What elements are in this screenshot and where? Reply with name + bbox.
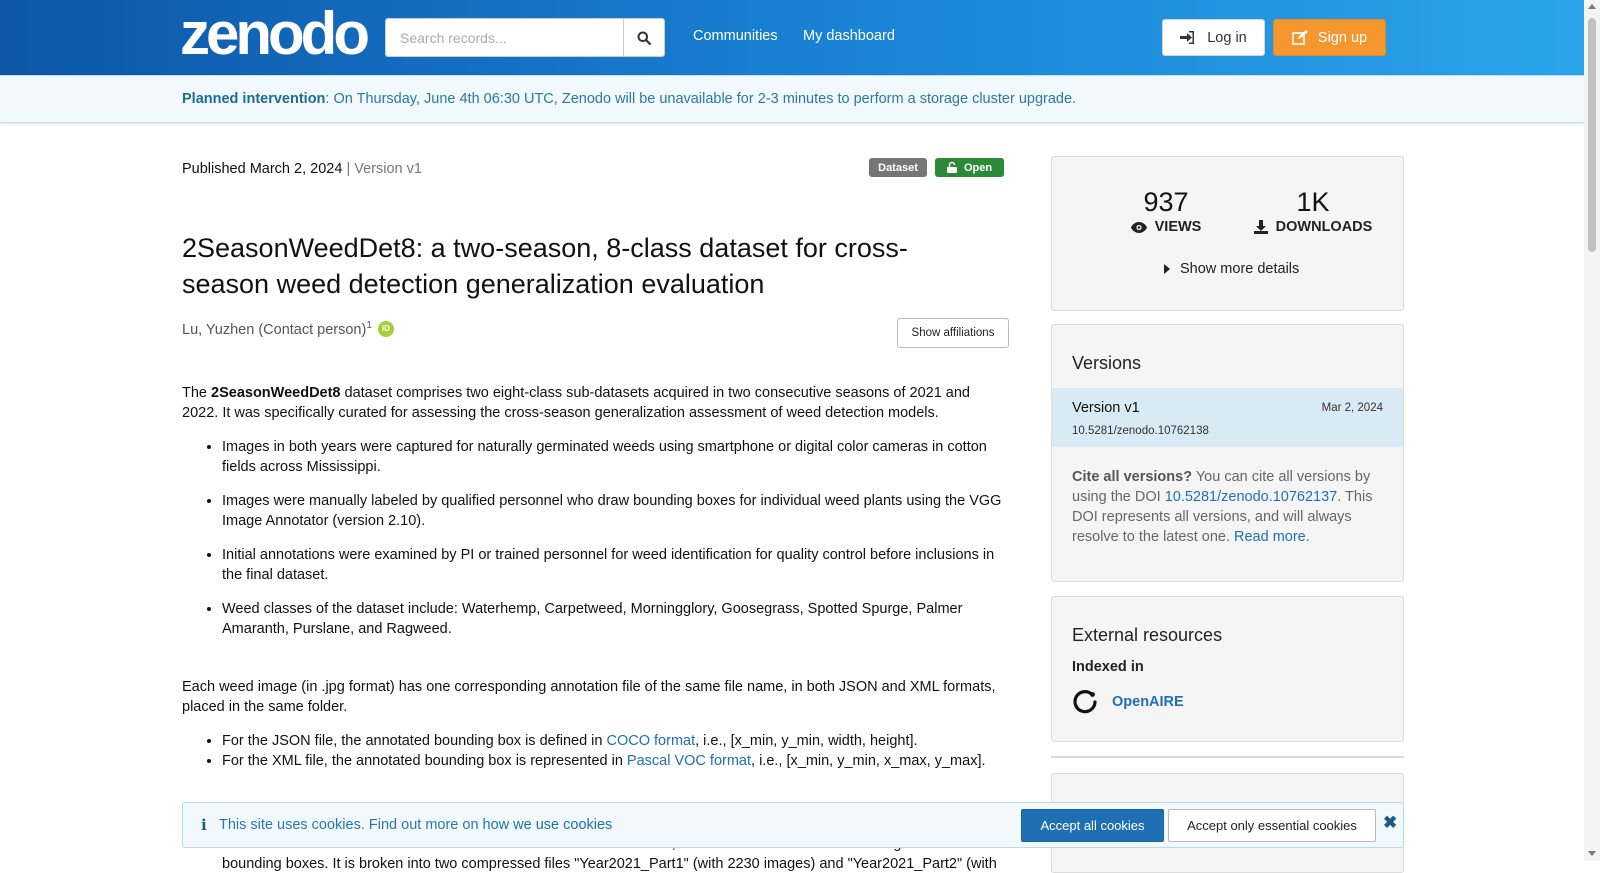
access-label: Open — [963, 161, 993, 174]
unlock-icon — [947, 162, 957, 173]
published-date: Published March 2, 2024 — [182, 161, 343, 177]
scroll-up-arrow-icon[interactable] — [1588, 4, 1596, 9]
views-label: VIEWS — [1116, 219, 1216, 235]
close-icon[interactable]: ✖ — [1383, 813, 1398, 832]
top-header — [0, 0, 1584, 75]
read-more-link[interactable]: Read more. — [1234, 529, 1310, 545]
stats-card — [1051, 156, 1404, 311]
list-item: • Images were manually labeled by qualified personnel who draw bounding boxes for individual weed plants using the VGG Image Annotator (version 2.10). — [222, 491, 1002, 531]
orcid-icon[interactable]: iD — [378, 321, 394, 337]
nav-dashboard-link[interactable]: My dashboard — [803, 28, 895, 44]
edit-icon — [1292, 30, 1308, 45]
show-affiliations-button[interactable]: Show affiliations — [897, 318, 1009, 348]
version-label: | Version v1 — [346, 161, 422, 177]
coco-format-link[interactable]: COCO format — [606, 733, 696, 749]
external-resources-title: External resources — [1072, 625, 1223, 645]
access-badge — [935, 158, 1004, 177]
eye-icon — [1131, 222, 1147, 233]
openaire-link[interactable] — [1072, 689, 1184, 715]
version-date: Mar 2, 2024 — [1321, 402, 1383, 414]
description-intro: The 2SeasonWeedDet8 dataset comprises two eight-class sub-datasets acquired in two consecutive seasons of 2021 and 2022. It was specifically curated for assessing the cross-season generalization assessment of weed detection models. — [182, 385, 970, 421]
year-2021-item-cont: bounding boxes. It is broken into two compressed files "Year2021_Part1" (with 2230 images) and "Year2021_Part2" (with — [222, 856, 997, 872]
versions-title: Versions — [1072, 353, 1142, 373]
download-icon — [1254, 220, 1268, 234]
indexed-in-label: Indexed in — [1072, 659, 1144, 675]
cookie-banner — [182, 802, 1404, 848]
login-button[interactable] — [1162, 19, 1265, 56]
login-label: Log in — [1207, 29, 1247, 46]
banner-message — [182, 91, 1076, 107]
record-description — [182, 383, 1002, 791]
downloads-count: 1K — [1296, 187, 1330, 217]
downloads-stat — [1248, 187, 1378, 235]
affiliation-number: 1 — [366, 320, 372, 331]
search-button[interactable] — [623, 18, 665, 57]
pascal-voc-link[interactable]: Pascal VOC format — [626, 753, 752, 769]
signup-button[interactable] — [1273, 19, 1386, 56]
show-more-details-toggle[interactable] — [1164, 261, 1299, 277]
views-count: 937 — [1143, 187, 1189, 217]
views-stat — [1116, 187, 1216, 235]
cookie-policy-link[interactable]: how we use cookies — [482, 817, 613, 833]
accept-all-cookies-button[interactable]: Accept all cookies — [1021, 809, 1164, 842]
maintenance-banner — [0, 75, 1584, 123]
concept-doi-link[interactable]: 10.5281/zenodo.10762137 — [1164, 489, 1338, 505]
creator — [182, 320, 394, 338]
banner-bold: Planned intervention — [182, 91, 326, 107]
cookie-text: This site uses cookies. Find out more on how we use cookies — [219, 817, 613, 833]
nav-communities-link[interactable]: Communities — [693, 28, 778, 44]
list-item: • Weed classes of the dataset include: Waterhemp, Carpetweed, Morningglory, Goosegrass, Spotted Spurge, Palmer Amaranth, Purslane, and Ragweed. — [222, 599, 1002, 639]
banner-text: : On Thursday, June 4th 06:30 UTC, Zenodo will be unavailable for 2-3 minutes to perform a storage cluster upgrade. — [325, 91, 1077, 107]
list-item: • Initial annotations were examined by PI or trained personnel for weed identification for quality control before inclusions in the final dataset. — [222, 545, 1002, 585]
description-format: Each weed image (in .jpg format) has one corresponding annotation file of the same file name, in both JSON and XML formats, placed in the same folder. — [182, 679, 996, 715]
caret-right-icon — [1164, 264, 1170, 274]
cite-all-versions: Cite all versions? You can cite all versions by using the DOI 10.5281/zenodo.10762137. This DOI represents all versions, and will always resolve to the latest one. Read more. — [1072, 469, 1373, 545]
info-icon: i — [201, 816, 207, 834]
format-bullets — [222, 731, 1002, 771]
sidebar-divider — [1051, 756, 1404, 758]
svg-text:zenodo: zenodo — [180, 0, 366, 67]
record-title: 2SeasonWeedDet8: a two-season, 8-class dataset for cross-season weed detection generalization evaluation — [182, 233, 908, 299]
search-input[interactable] — [385, 18, 623, 57]
openaire-icon — [1072, 689, 1098, 715]
list-item: • For the XML file, the annotated bounding box is represented in Pascal VOC format, i.e., [x_min, y_min, x_max, y_max]. — [222, 751, 1002, 771]
scroll-down-arrow-icon[interactable] — [1588, 851, 1596, 856]
description-bullets — [222, 437, 1002, 639]
signup-label: Sign up — [1317, 29, 1368, 46]
search-icon — [637, 31, 651, 45]
sign-in-icon — [1180, 31, 1195, 44]
external-resources-card — [1051, 596, 1404, 742]
version-name: Version v1 — [1072, 400, 1140, 416]
publication-info — [182, 161, 422, 177]
accept-essential-cookies-button[interactable]: Accept only essential cookies — [1168, 809, 1376, 842]
list-item: • For the JSON file, the annotated bounding box is defined in COCO format, i.e., [x_min, y_min, width, height]. — [222, 731, 1002, 751]
resource-type-badge: Dataset — [869, 158, 927, 177]
zenodo-logo[interactable] — [180, 0, 366, 67]
version-item-current[interactable] — [1052, 388, 1403, 447]
creator-name[interactable]: Lu, Yuzhen (Contact person)$^1$ — [182, 320, 372, 338]
scroll-thumb[interactable] — [1588, 18, 1596, 252]
versions-card — [1051, 324, 1404, 582]
more-details-label: Show more details — [1180, 261, 1300, 277]
openaire-label: OpenAIRE — [1112, 694, 1184, 710]
search-bar — [385, 18, 665, 57]
list-item: • Images in both years were captured for naturally germinated weeds using smartphone or digital color cameras in cotton fields across Mississippi. — [222, 437, 1002, 477]
downloads-label: DOWNLOADS — [1248, 219, 1378, 235]
page-scrollbar[interactable] — [1584, 0, 1600, 861]
version-doi: 10.5281/zenodo.10762138 — [1072, 425, 1209, 437]
